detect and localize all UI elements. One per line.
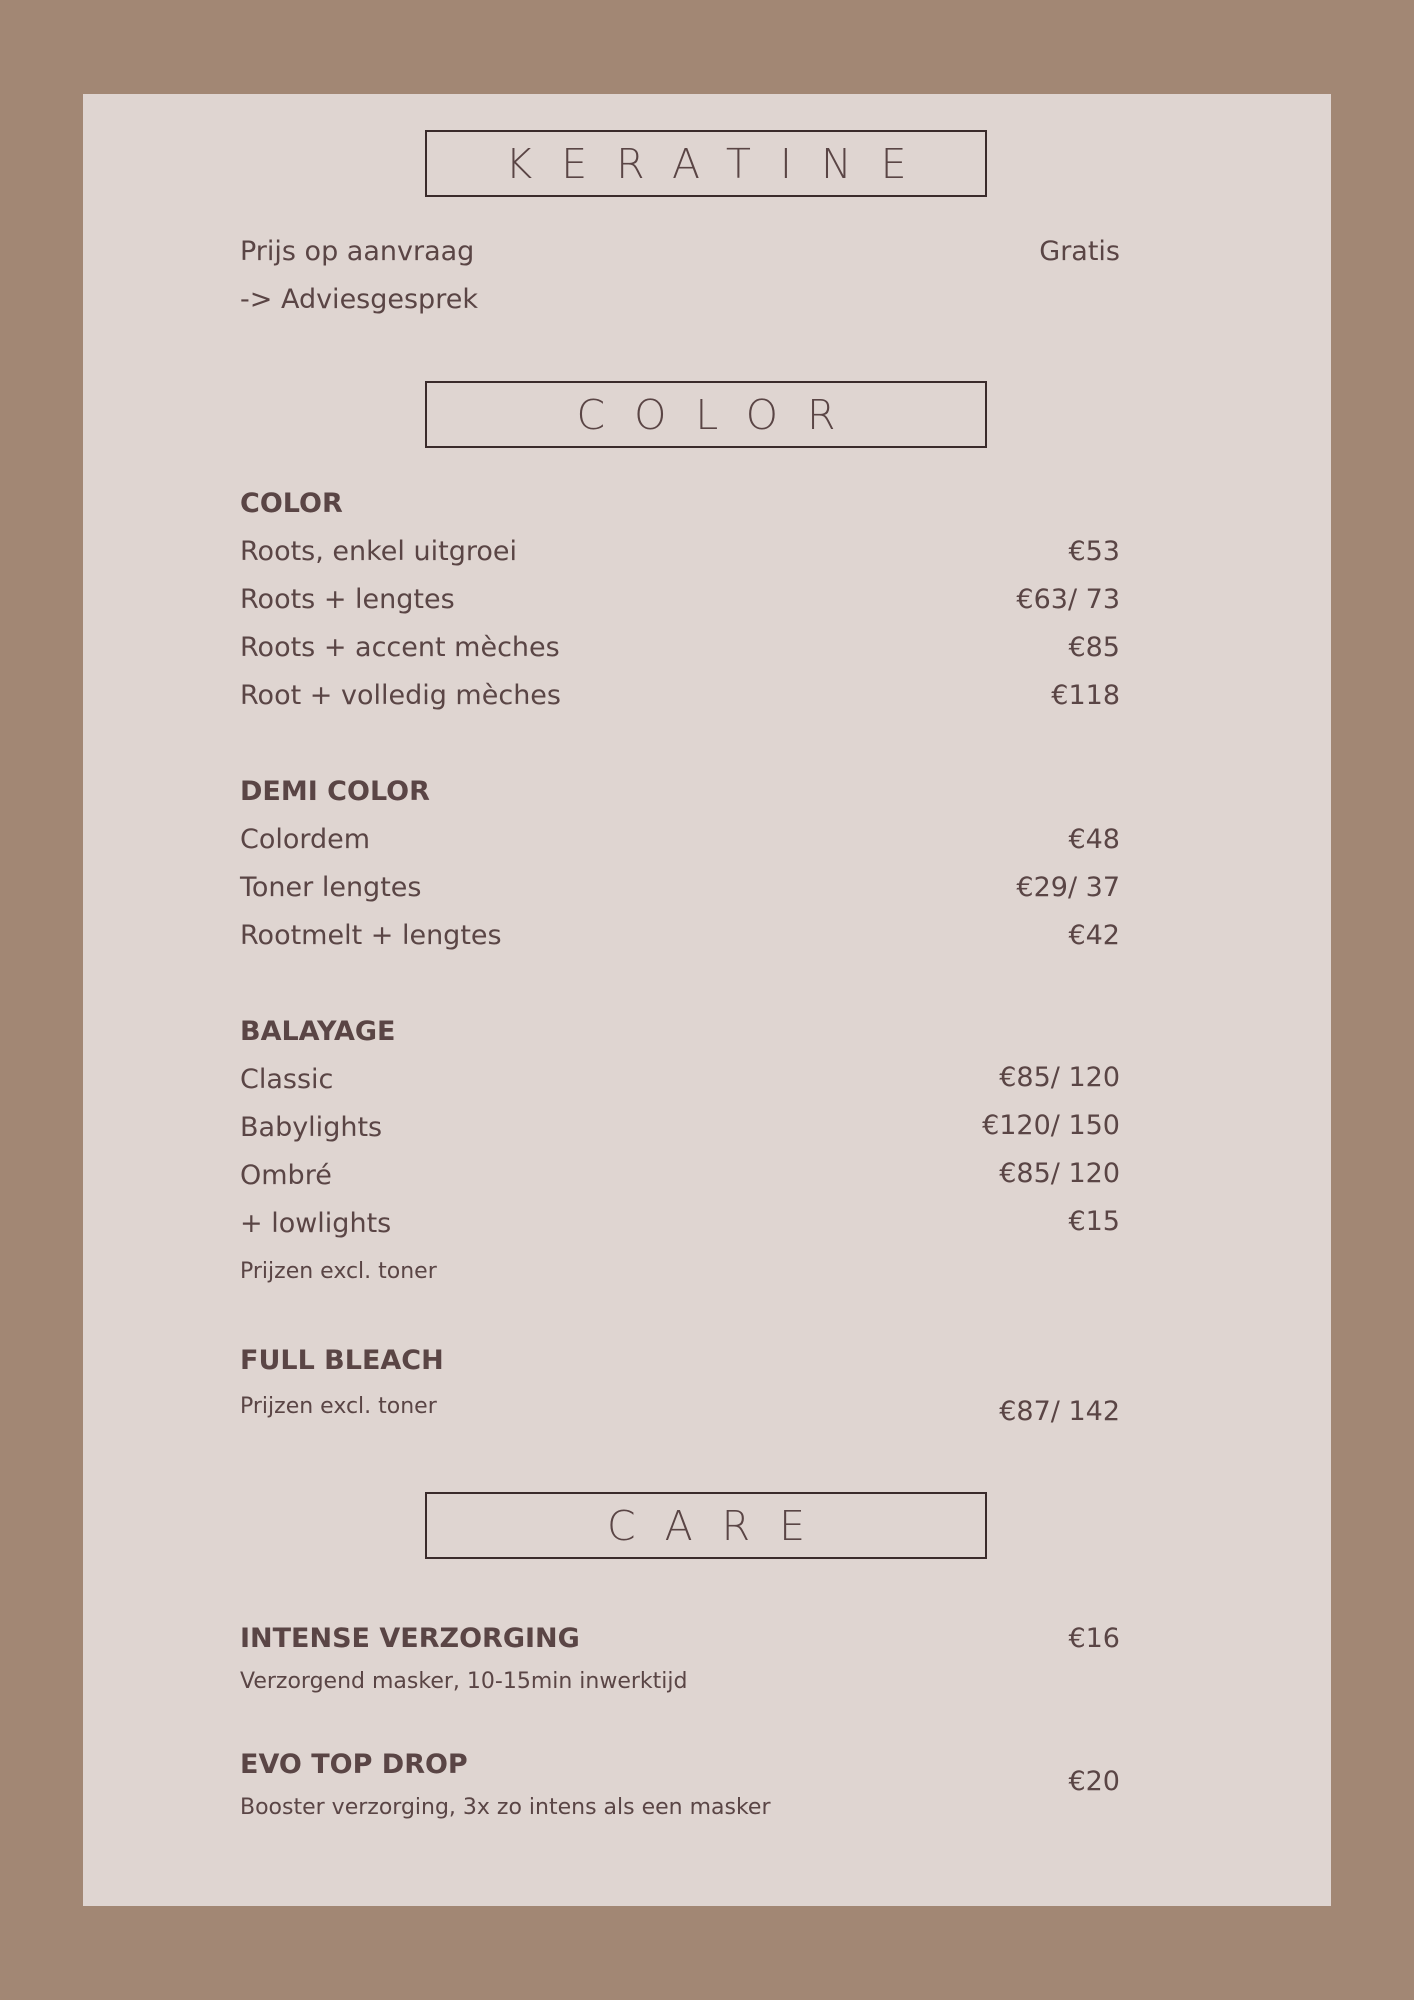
care-item-heading: EVO TOP DROP	[240, 1749, 468, 1780]
service-name: Roots, enkel uitgroei	[240, 536, 517, 567]
full-bleach-price: €87/ 142	[999, 1396, 1120, 1427]
group-heading-color: COLOR	[240, 488, 343, 519]
service-price: €29/ 37	[1016, 872, 1120, 903]
service-price: €48	[1068, 824, 1120, 855]
service-price: €63/ 73	[1016, 584, 1120, 615]
service-price: €42	[1068, 920, 1120, 951]
service-name: + lowlights	[240, 1208, 392, 1239]
color-title: COLOR	[576, 390, 865, 439]
service-name: Roots + lengtes	[240, 584, 455, 615]
service-name: Colordem	[240, 824, 371, 855]
group-heading-balayage: BALAYAGE	[240, 1016, 396, 1047]
service-name: Ombré	[240, 1160, 332, 1191]
full-bleach-note: Prijzen excl. toner	[240, 1394, 437, 1419]
service-price: €85/ 120	[999, 1062, 1120, 1093]
keratine-consultation: -> Adviesgesprek	[240, 284, 478, 315]
service-price: €85	[1068, 632, 1120, 663]
service-name: Babylights	[240, 1112, 383, 1143]
service-price: €118	[1051, 680, 1120, 711]
keratine-price-on-request: Prijs op aanvraag	[240, 236, 475, 267]
care-section-header	[425, 1492, 987, 1559]
service-name: Classic	[240, 1064, 334, 1095]
keratine-title: KERATINE	[505, 139, 936, 188]
service-name: Rootmelt + lengtes	[240, 920, 502, 951]
care-item-description: Booster verzorging, 3x zo intens als een masker	[240, 1795, 771, 1820]
service-name: Toner lengtes	[240, 872, 422, 903]
color-section-header	[425, 381, 987, 448]
price-list-page	[83, 94, 1331, 1906]
balayage-note: Prijzen excl. toner	[240, 1259, 437, 1284]
service-price: €15	[1068, 1206, 1120, 1237]
care-item-description: Verzorgend masker, 10-15min inwerktijd	[240, 1669, 688, 1694]
service-name: Roots + accent mèches	[240, 632, 560, 663]
keratine-section-header	[425, 130, 987, 197]
group-heading-full-bleach: FULL BLEACH	[240, 1345, 444, 1376]
care-title: CARE	[606, 1501, 835, 1550]
care-item-price: €20	[1068, 1766, 1120, 1797]
group-heading-demi-color: DEMI COLOR	[240, 776, 430, 807]
keratine-consult-price: Gratis	[1039, 236, 1120, 267]
service-name: Root + volledig mèches	[240, 680, 561, 711]
service-price: €120/ 150	[982, 1110, 1120, 1141]
service-price: €85/ 120	[999, 1158, 1120, 1189]
service-price: €53	[1068, 536, 1120, 567]
care-item-heading: INTENSE VERZORGING	[240, 1623, 580, 1654]
care-item-price: €16	[1068, 1623, 1120, 1654]
